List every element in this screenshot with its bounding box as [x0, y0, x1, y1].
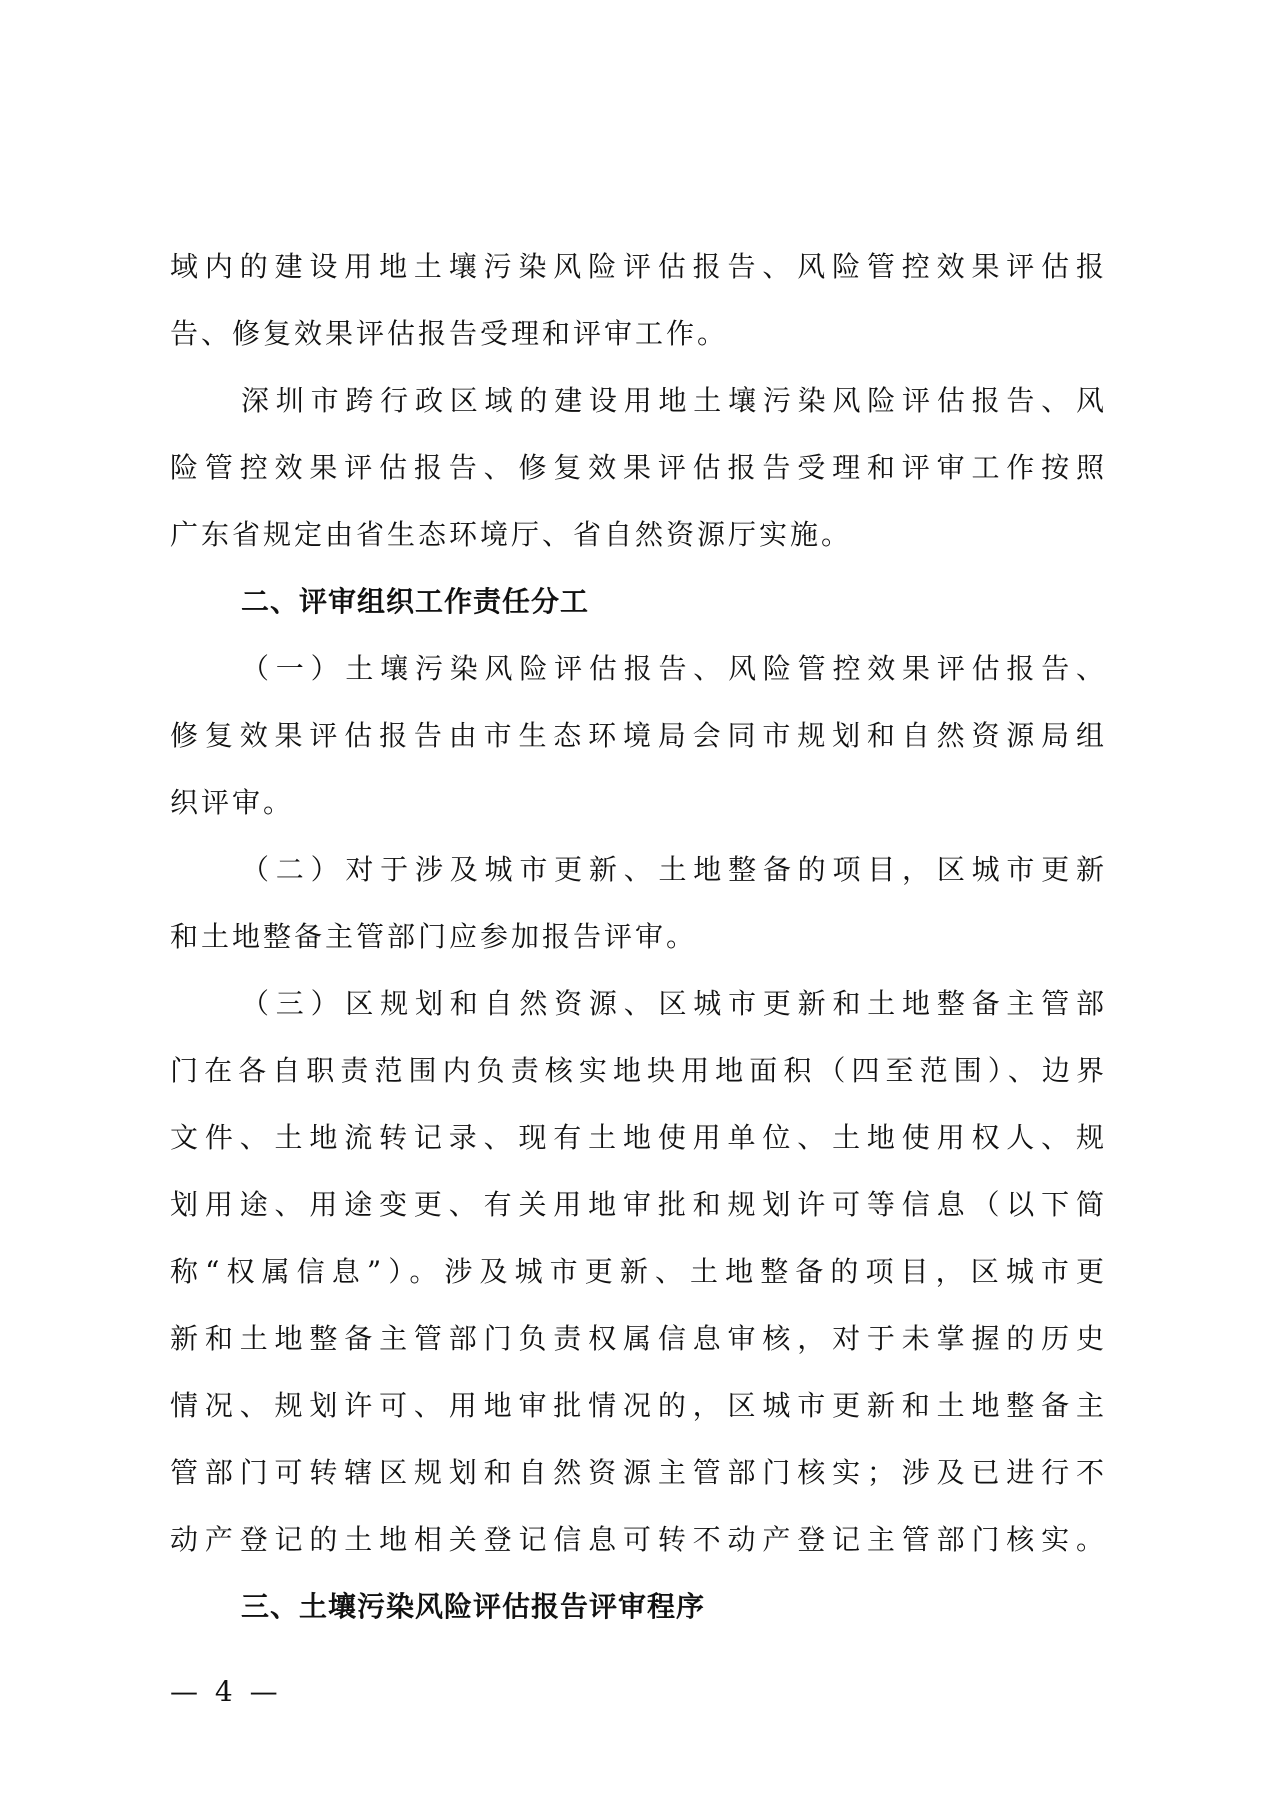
paragraph-line: 新和土地整备主管部门负责权属信息审核，对于未掌握的历史 [170, 1322, 1104, 1355]
paragraph-line: 文件、土地流转记录、现有土地使用单位、土地使用权人、规 [170, 1121, 1104, 1154]
paragraph-line: 动产登记的土地相关登记信息可转不动产登记主管部门核实。 [170, 1523, 1104, 1556]
page-number: — 4 — [170, 1675, 282, 1708]
paragraph-line: 情况、规划许可、用地审批情况的，区城市更新和土地整备主 [170, 1389, 1104, 1422]
paragraph-line: 险管控效果评估报告、修复效果评估报告受理和评审工作按照 [170, 451, 1104, 484]
paragraph-line: 广东省规定由省生态环境厅、省自然资源厅实施。 [170, 518, 853, 551]
paragraph-line: 修复效果评估报告由市生态环境局会同市规划和自然资源局组 [170, 719, 1104, 752]
paragraph-line: 门在各自职责范围内负责核实地块用地面积（四至范围）、边界 [170, 1054, 1104, 1087]
paragraph-line: 划用途、用途变更、有关用地审批和规划许可等信息（以下简 [170, 1188, 1104, 1221]
paragraph-line: 域内的建设用地土壤污染风险评估报告、风险管控效果评估报 [170, 250, 1104, 283]
section-heading: 三、土壤污染风险评估报告评审程序 [241, 1590, 706, 1623]
section-heading: 二、评审组织工作责任分工 [241, 585, 590, 618]
paragraph-line: （二）对于涉及城市更新、土地整备的项目，区城市更新 [241, 853, 1104, 886]
paragraph-line: 管部门可转辖区规划和自然资源主管部门核实；涉及已进行不 [170, 1456, 1104, 1489]
paragraph-line: 称“权属信息”）。涉及城市更新、土地整备的项目，区城市更 [170, 1255, 1104, 1288]
paragraph-line: 织评审。 [170, 786, 295, 819]
paragraph-line: 和土地整备主管部门应参加报告评审。 [170, 920, 698, 953]
paragraph-line: （三）区规划和自然资源、区城市更新和土地整备主管部 [241, 987, 1104, 1020]
paragraph-line: 告、修复效果评估报告受理和评审工作。 [170, 317, 729, 350]
paragraph-line: 深圳市跨行政区域的建设用地土壤污染风险评估报告、风 [241, 384, 1104, 417]
paragraph-line: （一）土壤污染风险评估报告、风险管控效果评估报告、 [241, 652, 1104, 685]
